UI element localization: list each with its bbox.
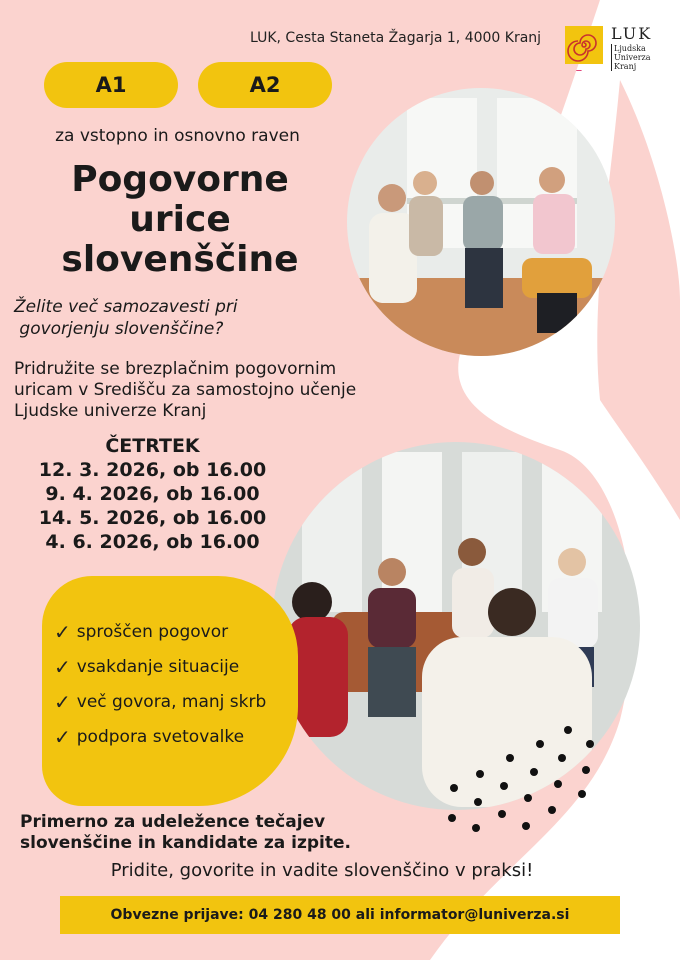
schedule-date: 12. 3. 2026, ob 16.00: [38, 459, 267, 481]
schedule: [0, 434, 305, 554]
benefits-list: [54, 614, 266, 754]
level-description: za vstopno in osnovno raven: [55, 126, 300, 146]
call-to-action: Pridite, govorite in vadite slovenščino v praksi!: [110, 860, 534, 881]
check-icon: ✓: [54, 654, 71, 679]
registration-bar: Obvezne prijave: 04 280 48 00 ali informator@luniverza.si: [60, 896, 620, 934]
dot-pattern-decoration: [440, 722, 610, 832]
group-conversation-photo-top: [347, 88, 615, 356]
luk-logo: [565, 26, 652, 71]
spiral-logo-icon: [565, 26, 603, 64]
schedule-date: 4. 6. 2026, ob 16.00: [45, 531, 260, 553]
benefit-item: ✓ več govora, manj skrb: [54, 689, 267, 714]
level-badge-a2: A2: [198, 62, 332, 108]
check-icon: ✓: [54, 689, 71, 714]
audience-note: Primerno za udeležence tečajev slovenščine in kandidate za izpite.: [20, 812, 351, 853]
page-title: Pogovorne urice slovenščine: [61, 159, 299, 280]
schedule-date: 14. 5. 2026, ob 16.00: [38, 507, 267, 529]
schedule-day: ČETRTEK: [105, 435, 200, 457]
address: LUK, Cesta Staneta Žagarja 1, 4000 Kranj: [250, 30, 542, 46]
logo-subtitle: Ljudska Univerza Kranj: [611, 44, 652, 71]
schedule-date: 9. 4. 2026, ob 16.00: [45, 483, 260, 505]
check-icon: ✓: [54, 724, 71, 749]
logo-title: LUK: [611, 24, 653, 43]
intro-question: Želite več samozavesti pri govorjenju slovenščine?: [14, 297, 238, 339]
benefit-item: ✓ sproščen pogovor: [54, 619, 229, 644]
level-badge-a1: A1: [44, 62, 178, 108]
benefit-item: ✓ podpora svetovalke: [54, 724, 245, 749]
invitation-text: Pridružite se brezplačnim pogovornim uricam v Središču za samostojno učenje Ljudske univerze Kranj: [14, 359, 357, 421]
check-icon: ✓: [54, 619, 71, 644]
benefit-item: ✓ vsakdanje situacije: [54, 654, 240, 679]
